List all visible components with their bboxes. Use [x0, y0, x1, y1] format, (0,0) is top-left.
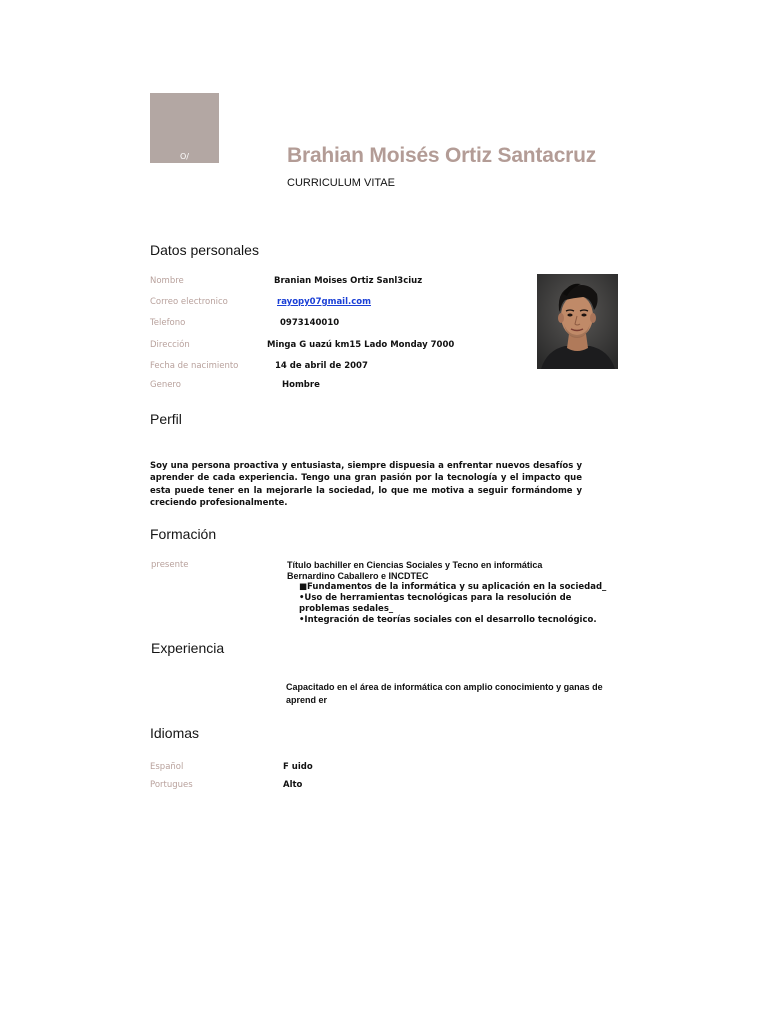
logo-mark: O/ [180, 152, 189, 161]
value-birthdate: 14 de abril de 2007 [275, 361, 368, 371]
education-period: presente [151, 560, 189, 570]
logo-box [150, 93, 219, 163]
list-item: •Integración de teorías sociales con el desarrollo tecnológico. [299, 615, 597, 625]
value-gender: Hombre [282, 380, 320, 390]
section-heading-languages: Idiomas [150, 725, 200, 741]
language-label: Español [150, 762, 184, 772]
section-heading-profile: Perfil [150, 411, 182, 427]
education-entry [287, 560, 617, 626]
email-link[interactable]: rayopy07gmail.com [277, 297, 371, 307]
label-email: Correo electronico [150, 297, 228, 307]
education-title: Título bachiller en Ciencias Sociales y Tecno en informática [287, 560, 543, 570]
section-heading-personal: Datos personales [150, 242, 259, 258]
profile-photo [537, 274, 618, 369]
list-item: ■Fundamentos de la informática y su aplicación en la sociedad_ [299, 582, 607, 592]
language-level: Alto [283, 780, 303, 790]
section-heading-experience: Experiencia [151, 640, 225, 656]
experience-text: Capacitado en el área de informática con amplio conocimiento y ganas de aprend er [286, 682, 603, 705]
document-subtitle: CURRICULUM VITAE [287, 177, 395, 189]
language-label: Portugues [150, 780, 193, 790]
label-address: Dirección [150, 340, 190, 350]
value-phone: 0973140010 [280, 318, 340, 328]
list-item: •Uso de herramientas tecnológicas para la resolución de problemas sedales_ [299, 593, 572, 614]
section-heading-education: Formación [150, 526, 217, 542]
education-school: Bernardino Caballero e INCDTEC [287, 571, 429, 581]
label-name: Nombre [150, 276, 184, 286]
candidate-name: Brahian Moisés Ortiz Santacruz [287, 144, 597, 167]
education-bullets [287, 582, 617, 626]
label-gender: Genero [150, 380, 181, 390]
language-level: F uido [283, 762, 313, 772]
portrait-image [537, 274, 618, 369]
value-address: Minga G uazú km15 Lado Monday 7000 [267, 340, 455, 350]
label-phone: Telefono [150, 318, 186, 328]
profile-text: Soy una persona proactiva y entusiasta, siempre dispuesia a enfrentar nuevos desafíos y aprender de cada experiencia. Tengo una gran pasión por la tecnología y el impacto que esta puede tener en la mejorarle la sociedad, lo que me motiva a seguir formándome y creciendo profesionalmente. [150, 461, 582, 508]
value-name: Branian Moises Ortiz Sanl3ciuz [274, 276, 423, 286]
label-birthdate: Fecha de nacimiento [150, 361, 239, 371]
